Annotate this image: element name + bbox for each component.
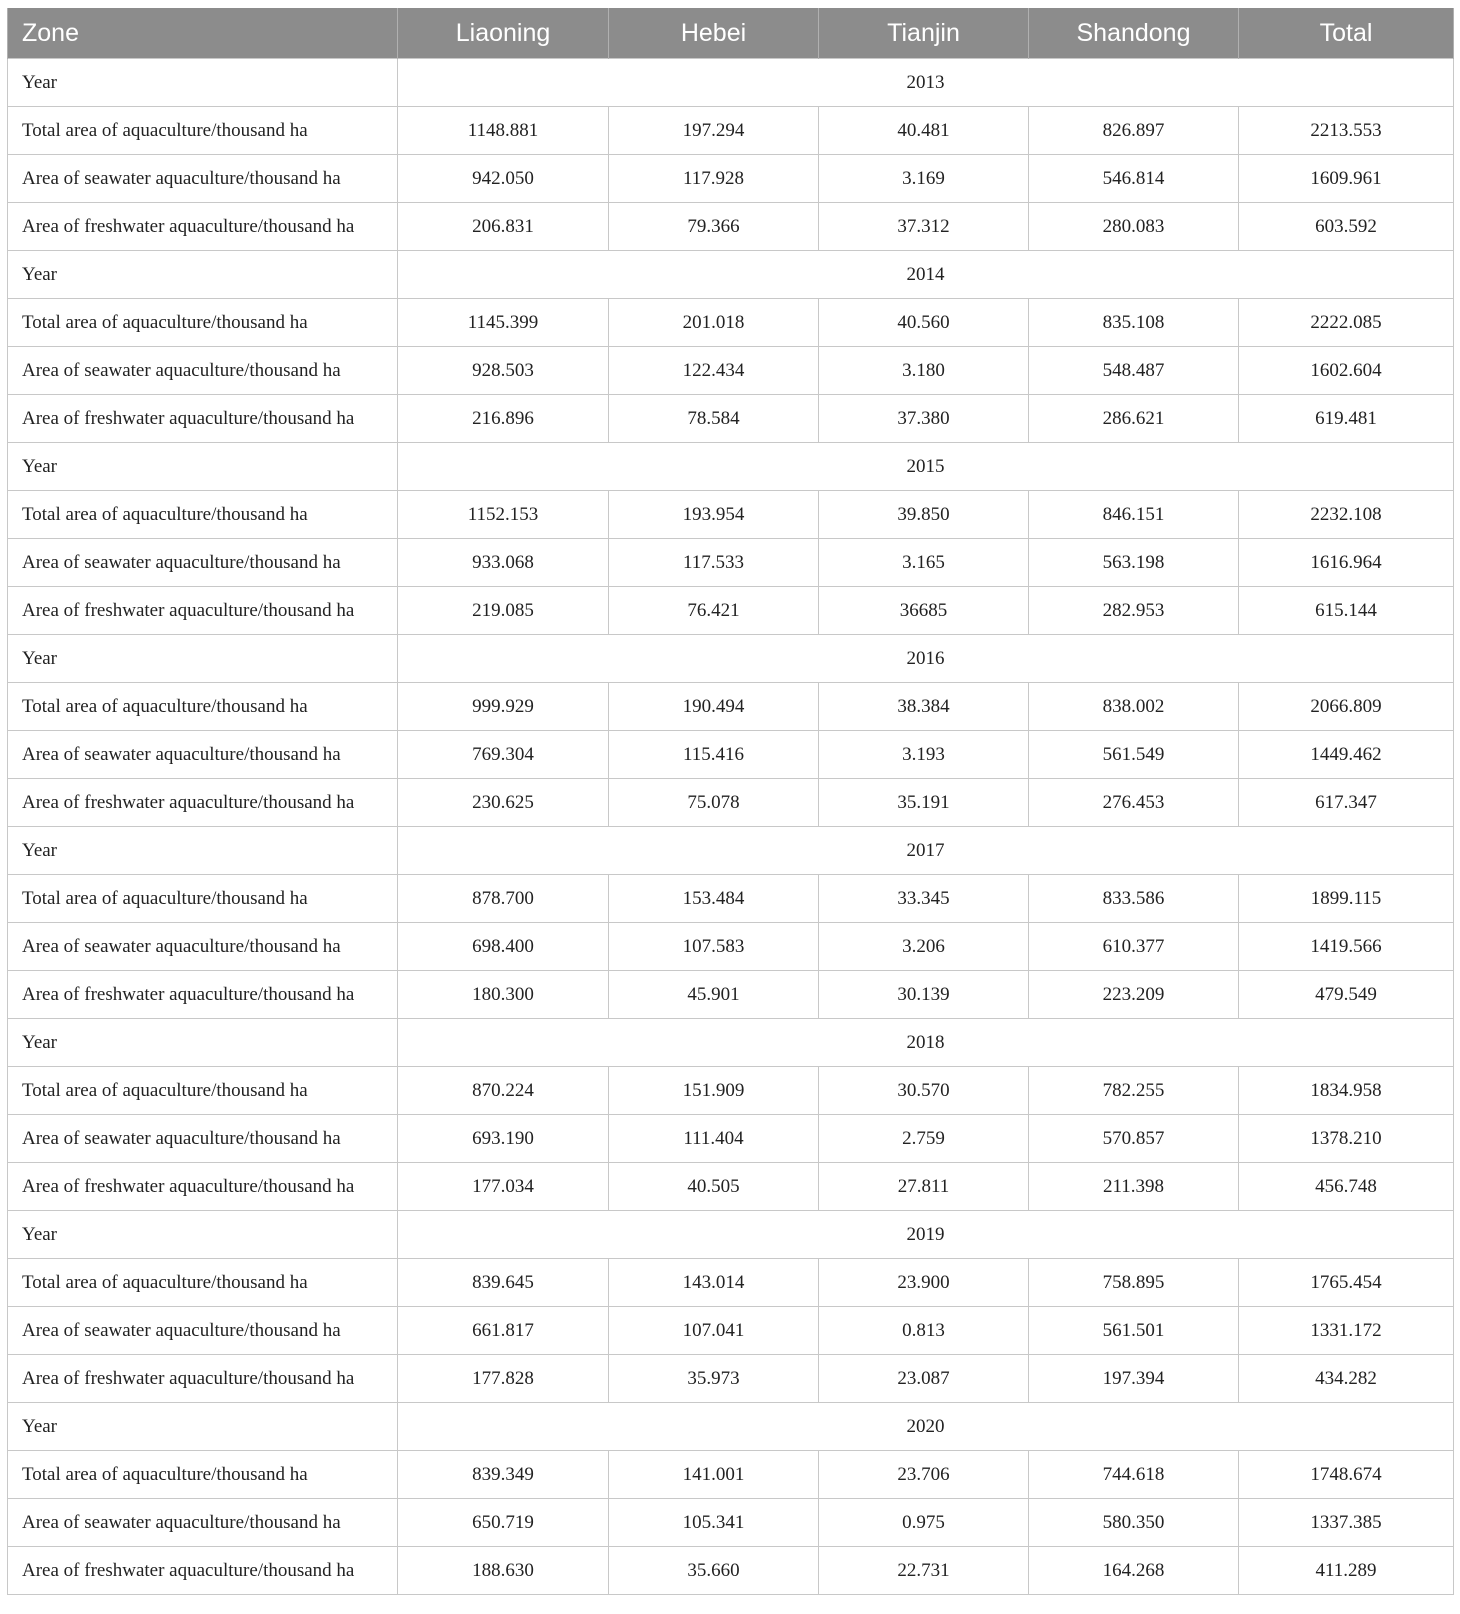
row-label: Area of freshwater aquaculture/thousand ha (8, 1547, 398, 1595)
shandong-cell: 580.350 (1029, 1499, 1239, 1547)
hebei-cell: 153.484 (609, 875, 819, 923)
tianjin-cell: 3.165 (819, 539, 1029, 587)
total-area-row (8, 1067, 1454, 1115)
total-cell: 479.549 (1239, 971, 1454, 1019)
row-label: Area of freshwater aquaculture/thousand ha (8, 971, 398, 1019)
year-label: Year (8, 443, 398, 491)
total-cell: 411.289 (1239, 1547, 1454, 1595)
year-label: Year (8, 1019, 398, 1067)
total-cell: 617.347 (1239, 779, 1454, 827)
tianjin-cell: 3.206 (819, 923, 1029, 971)
liaoning-cell: 230.625 (398, 779, 609, 827)
tianjin-cell: 38.384 (819, 683, 1029, 731)
year-value: 2018 (398, 1019, 1454, 1067)
freshwater-area-row (8, 1547, 1454, 1595)
header-hebei: Hebei (609, 8, 819, 59)
total-area-row (8, 491, 1454, 539)
shandong-cell: 610.377 (1029, 923, 1239, 971)
header-total: Total (1239, 8, 1454, 59)
tianjin-cell: 37.312 (819, 203, 1029, 251)
tianjin-cell: 37.380 (819, 395, 1029, 443)
shandong-cell: 570.857 (1029, 1115, 1239, 1163)
total-cell: 1748.674 (1239, 1451, 1454, 1499)
liaoning-cell: 216.896 (398, 395, 609, 443)
row-label: Total area of aquaculture/thousand ha (8, 107, 398, 155)
hebei-cell: 79.366 (609, 203, 819, 251)
liaoning-cell: 180.300 (398, 971, 609, 1019)
tianjin-cell: 2.759 (819, 1115, 1029, 1163)
total-cell: 2222.085 (1239, 299, 1454, 347)
year-row (8, 1403, 1454, 1451)
hebei-cell: 75.078 (609, 779, 819, 827)
hebei-cell: 107.583 (609, 923, 819, 971)
hebei-cell: 197.294 (609, 107, 819, 155)
header-zone: Zone (8, 8, 398, 59)
liaoning-cell: 878.700 (398, 875, 609, 923)
row-label: Area of freshwater aquaculture/thousand ha (8, 395, 398, 443)
liaoning-cell: 1152.153 (398, 491, 609, 539)
hebei-cell: 76.421 (609, 587, 819, 635)
row-label: Total area of aquaculture/thousand ha (8, 1067, 398, 1115)
year-row (8, 443, 1454, 491)
hebei-cell: 117.533 (609, 539, 819, 587)
total-cell: 1834.958 (1239, 1067, 1454, 1115)
liaoning-cell: 839.645 (398, 1259, 609, 1307)
liaoning-cell: 661.817 (398, 1307, 609, 1355)
year-value: 2014 (398, 251, 1454, 299)
tianjin-cell: 23.087 (819, 1355, 1029, 1403)
tianjin-cell: 30.570 (819, 1067, 1029, 1115)
liaoning-cell: 177.828 (398, 1355, 609, 1403)
row-label: Area of seawater aquaculture/thousand ha (8, 923, 398, 971)
total-area-row (8, 107, 1454, 155)
tianjin-cell: 23.900 (819, 1259, 1029, 1307)
row-label: Area of freshwater aquaculture/thousand ha (8, 779, 398, 827)
year-label: Year (8, 59, 398, 107)
header-shandong: Shandong (1029, 8, 1239, 59)
total-cell: 1609.961 (1239, 155, 1454, 203)
row-label: Area of seawater aquaculture/thousand ha (8, 1307, 398, 1355)
hebei-cell: 143.014 (609, 1259, 819, 1307)
year-value: 2015 (398, 443, 1454, 491)
total-cell: 2066.809 (1239, 683, 1454, 731)
table-body (8, 59, 1454, 1595)
liaoning-cell: 870.224 (398, 1067, 609, 1115)
shandong-cell: 282.953 (1029, 587, 1239, 635)
total-cell: 1378.210 (1239, 1115, 1454, 1163)
shandong-cell: 211.398 (1029, 1163, 1239, 1211)
row-label: Area of seawater aquaculture/thousand ha (8, 347, 398, 395)
shandong-cell: 546.814 (1029, 155, 1239, 203)
seawater-area-row (8, 1499, 1454, 1547)
total-area-row (8, 1259, 1454, 1307)
year-label: Year (8, 1403, 398, 1451)
tianjin-cell: 3.193 (819, 731, 1029, 779)
freshwater-area-row (8, 395, 1454, 443)
shandong-cell: 833.586 (1029, 875, 1239, 923)
total-cell: 2213.553 (1239, 107, 1454, 155)
year-label: Year (8, 251, 398, 299)
hebei-cell: 105.341 (609, 1499, 819, 1547)
shandong-cell: 846.151 (1029, 491, 1239, 539)
row-label: Area of seawater aquaculture/thousand ha (8, 1115, 398, 1163)
year-value: 2020 (398, 1403, 1454, 1451)
row-label: Total area of aquaculture/thousand ha (8, 875, 398, 923)
shandong-cell: 286.621 (1029, 395, 1239, 443)
hebei-cell: 193.954 (609, 491, 819, 539)
header-row (8, 8, 1454, 59)
shandong-cell: 782.255 (1029, 1067, 1239, 1115)
seawater-area-row (8, 731, 1454, 779)
hebei-cell: 190.494 (609, 683, 819, 731)
shandong-cell: 758.895 (1029, 1259, 1239, 1307)
row-label: Area of seawater aquaculture/thousand ha (8, 1499, 398, 1547)
tianjin-cell: 0.975 (819, 1499, 1029, 1547)
liaoning-cell: 769.304 (398, 731, 609, 779)
hebei-cell: 115.416 (609, 731, 819, 779)
tianjin-cell: 0.813 (819, 1307, 1029, 1355)
freshwater-area-row (8, 971, 1454, 1019)
seawater-area-row (8, 155, 1454, 203)
tianjin-cell: 40.560 (819, 299, 1029, 347)
tianjin-cell: 3.180 (819, 347, 1029, 395)
tianjin-cell: 22.731 (819, 1547, 1029, 1595)
liaoning-cell: 693.190 (398, 1115, 609, 1163)
liaoning-cell: 650.719 (398, 1499, 609, 1547)
total-cell: 1419.566 (1239, 923, 1454, 971)
liaoning-cell: 188.630 (398, 1547, 609, 1595)
liaoning-cell: 206.831 (398, 203, 609, 251)
year-row (8, 1211, 1454, 1259)
total-area-row (8, 683, 1454, 731)
total-area-row (8, 1451, 1454, 1499)
hebei-cell: 45.901 (609, 971, 819, 1019)
year-label: Year (8, 1211, 398, 1259)
liaoning-cell: 698.400 (398, 923, 609, 971)
tianjin-cell: 27.811 (819, 1163, 1029, 1211)
freshwater-area-row (8, 203, 1454, 251)
row-label: Total area of aquaculture/thousand ha (8, 491, 398, 539)
liaoning-cell: 219.085 (398, 587, 609, 635)
freshwater-area-row (8, 587, 1454, 635)
freshwater-area-row (8, 1163, 1454, 1211)
total-cell: 1449.462 (1239, 731, 1454, 779)
hebei-cell: 107.041 (609, 1307, 819, 1355)
shandong-cell: 563.198 (1029, 539, 1239, 587)
shandong-cell: 744.618 (1029, 1451, 1239, 1499)
header-tianjin: Tianjin (819, 8, 1029, 59)
liaoning-cell: 839.349 (398, 1451, 609, 1499)
row-label: Area of freshwater aquaculture/thousand ha (8, 203, 398, 251)
shandong-cell: 280.083 (1029, 203, 1239, 251)
aquaculture-area-table (7, 8, 1454, 1595)
total-area-row (8, 875, 1454, 923)
total-cell: 1337.385 (1239, 1499, 1454, 1547)
liaoning-cell: 928.503 (398, 347, 609, 395)
row-label: Area of seawater aquaculture/thousand ha (8, 155, 398, 203)
seawater-area-row (8, 923, 1454, 971)
tianjin-cell: 30.139 (819, 971, 1029, 1019)
total-cell: 1616.964 (1239, 539, 1454, 587)
shandong-cell: 197.394 (1029, 1355, 1239, 1403)
aquaculture-area-table-container (7, 8, 1454, 1595)
row-label: Total area of aquaculture/thousand ha (8, 1259, 398, 1307)
liaoning-cell: 177.034 (398, 1163, 609, 1211)
year-label: Year (8, 827, 398, 875)
hebei-cell: 151.909 (609, 1067, 819, 1115)
shandong-cell: 835.108 (1029, 299, 1239, 347)
seawater-area-row (8, 1307, 1454, 1355)
hebei-cell: 40.505 (609, 1163, 819, 1211)
row-label: Area of freshwater aquaculture/thousand ha (8, 1355, 398, 1403)
tianjin-cell: 40.481 (819, 107, 1029, 155)
total-cell: 1899.115 (1239, 875, 1454, 923)
row-label: Area of freshwater aquaculture/thousand ha (8, 587, 398, 635)
hebei-cell: 201.018 (609, 299, 819, 347)
hebei-cell: 78.584 (609, 395, 819, 443)
tianjin-cell: 23.706 (819, 1451, 1029, 1499)
shandong-cell: 223.209 (1029, 971, 1239, 1019)
row-label: Total area of aquaculture/thousand ha (8, 1451, 398, 1499)
hebei-cell: 122.434 (609, 347, 819, 395)
row-label: Area of seawater aquaculture/thousand ha (8, 731, 398, 779)
shandong-cell: 561.501 (1029, 1307, 1239, 1355)
hebei-cell: 111.404 (609, 1115, 819, 1163)
total-cell: 619.481 (1239, 395, 1454, 443)
year-value: 2016 (398, 635, 1454, 683)
tianjin-cell: 33.345 (819, 875, 1029, 923)
shandong-cell: 838.002 (1029, 683, 1239, 731)
total-cell: 1331.172 (1239, 1307, 1454, 1355)
total-cell: 434.282 (1239, 1355, 1454, 1403)
tianjin-cell: 3.169 (819, 155, 1029, 203)
shandong-cell: 548.487 (1029, 347, 1239, 395)
year-row (8, 59, 1454, 107)
year-value: 2017 (398, 827, 1454, 875)
seawater-area-row (8, 539, 1454, 587)
liaoning-cell: 933.068 (398, 539, 609, 587)
tianjin-cell: 39.850 (819, 491, 1029, 539)
total-cell: 2232.108 (1239, 491, 1454, 539)
year-row (8, 827, 1454, 875)
hebei-cell: 35.973 (609, 1355, 819, 1403)
shandong-cell: 276.453 (1029, 779, 1239, 827)
shandong-cell: 164.268 (1029, 1547, 1239, 1595)
freshwater-area-row (8, 779, 1454, 827)
row-label: Area of seawater aquaculture/thousand ha (8, 539, 398, 587)
seawater-area-row (8, 347, 1454, 395)
seawater-area-row (8, 1115, 1454, 1163)
year-row (8, 251, 1454, 299)
total-cell: 1765.454 (1239, 1259, 1454, 1307)
year-row (8, 635, 1454, 683)
total-cell: 1602.604 (1239, 347, 1454, 395)
shandong-cell: 561.549 (1029, 731, 1239, 779)
year-row (8, 1019, 1454, 1067)
liaoning-cell: 1148.881 (398, 107, 609, 155)
hebei-cell: 117.928 (609, 155, 819, 203)
freshwater-area-row (8, 1355, 1454, 1403)
tianjin-cell: 35.191 (819, 779, 1029, 827)
year-label: Year (8, 635, 398, 683)
total-cell: 456.748 (1239, 1163, 1454, 1211)
total-area-row (8, 299, 1454, 347)
row-label: Total area of aquaculture/thousand ha (8, 683, 398, 731)
header-liaoning: Liaoning (398, 8, 609, 59)
liaoning-cell: 942.050 (398, 155, 609, 203)
shandong-cell: 826.897 (1029, 107, 1239, 155)
hebei-cell: 141.001 (609, 1451, 819, 1499)
row-label: Total area of aquaculture/thousand ha (8, 299, 398, 347)
liaoning-cell: 999.929 (398, 683, 609, 731)
hebei-cell: 35.660 (609, 1547, 819, 1595)
tianjin-cell: 36685 (819, 587, 1029, 635)
year-value: 2019 (398, 1211, 1454, 1259)
year-value: 2013 (398, 59, 1454, 107)
row-label: Area of freshwater aquaculture/thousand ha (8, 1163, 398, 1211)
total-cell: 603.592 (1239, 203, 1454, 251)
total-cell: 615.144 (1239, 587, 1454, 635)
liaoning-cell: 1145.399 (398, 299, 609, 347)
